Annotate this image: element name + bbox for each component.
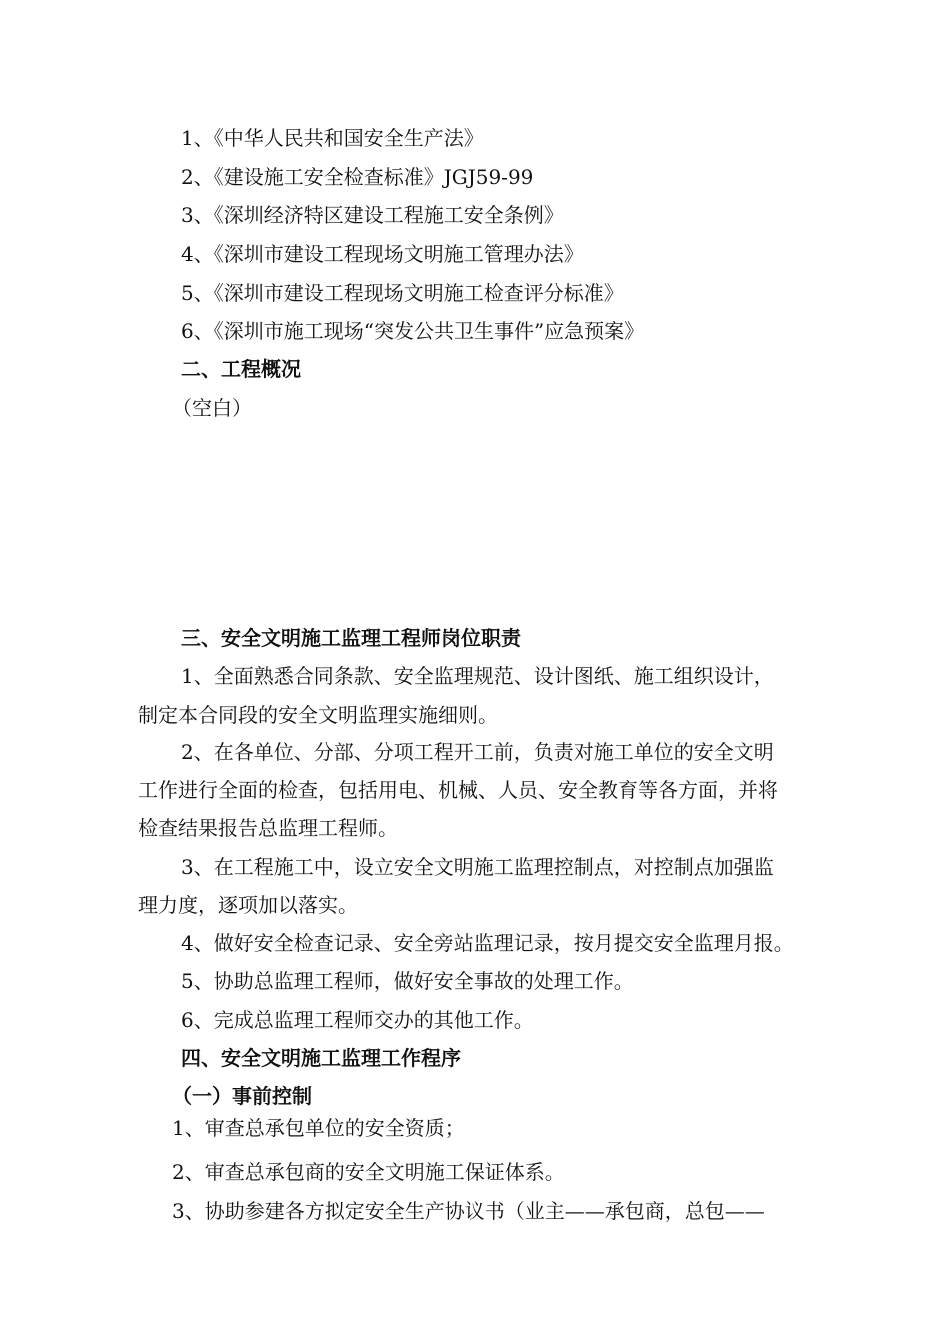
section-heading-work-procedure: 四、安全文明施工监理工作程序 <box>181 1046 461 1070</box>
reference-item-4: 4、《深圳市建设工程现场文明施工管理办法》 <box>181 242 584 266</box>
reference-item-5: 5、《深圳市建设工程现场文明施工检查评分标准》 <box>181 281 624 305</box>
blank-placeholder: （空白） <box>172 396 252 420</box>
reference-item-3: 3、《深圳经济特区建设工程施工安全条例》 <box>181 203 564 227</box>
paragraph-line: 理力度，逐项加以落实。 <box>138 893 358 917</box>
paragraph-line: 4、做好安全检查记录、安全旁站监理记录，按月提交安全监理月报。 <box>181 931 794 955</box>
section-heading-engineer-duties: 三、安全文明施工监理工程师岗位职责 <box>181 626 521 650</box>
paragraph-line: 2、审查总承包商的安全文明施工保证体系。 <box>172 1160 565 1184</box>
reference-item-6: 6、《深圳市施工现场“突发公共卫生事件”应急预案》 <box>181 319 645 343</box>
paragraph-line: 5、协助总监理工程师，做好安全事故的处理工作。 <box>181 969 634 993</box>
paragraph-line: 2、在各单位、分部、分项工程开工前，负责对施工单位的安全文明 <box>181 740 774 764</box>
paragraph-line: 工作进行全面的检查，包括用电、机械、人员、安全教育等各方面，并将 <box>138 778 778 802</box>
paragraph-line: 1、审查总承包单位的安全资质； <box>172 1116 465 1140</box>
section-heading-project-overview: 二、工程概况 <box>181 357 301 381</box>
paragraph-line: 制定本合同段的安全文明监理实施细则。 <box>138 703 498 727</box>
subsection-heading-pre-control: （一）事前控制 <box>172 1084 312 1108</box>
paragraph-line: 3、在工程施工中，设立安全文明施工监理控制点，对控制点加强监 <box>181 855 774 879</box>
paragraph-line: 3、协助参建各方拟定安全生产协议书（业主——承包商，总包—— <box>172 1199 765 1223</box>
paragraph-line: 1、全面熟悉合同条款、安全监理规范、设计图纸、施工组织设计， <box>181 664 774 688</box>
reference-item-1: 1、《中华人民共和国安全生产法》 <box>181 126 484 150</box>
reference-item-2: 2、《建设施工安全检查标准》JGJ59-99 <box>181 165 534 189</box>
paragraph-line: 检查结果报告总监理工程师。 <box>138 816 398 840</box>
paragraph-line: 6、完成总监理工程师交办的其他工作。 <box>181 1008 534 1032</box>
